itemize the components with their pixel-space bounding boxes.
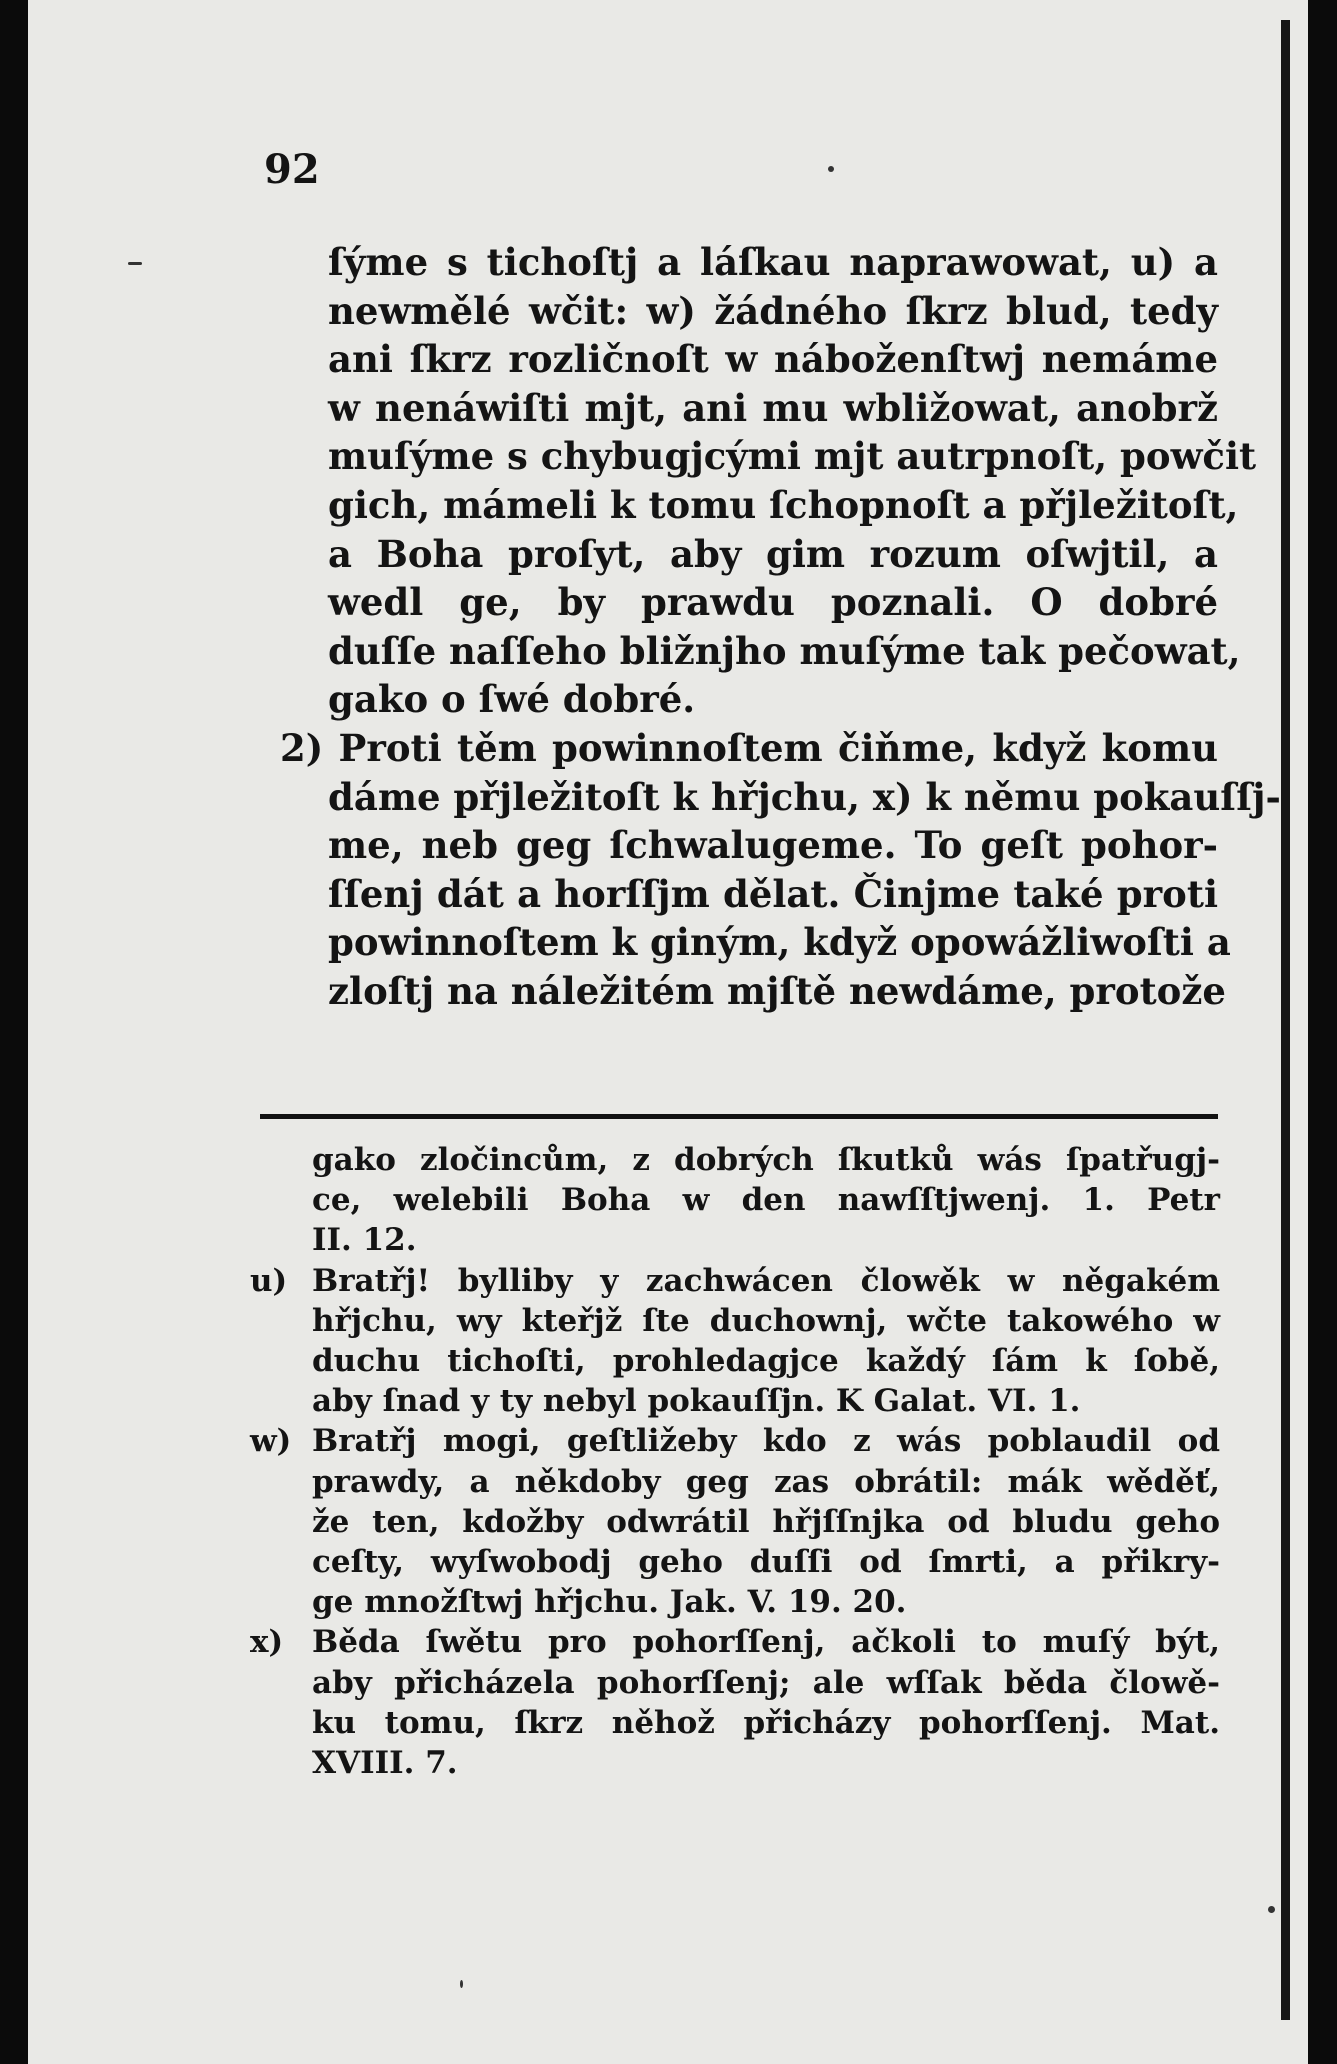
footnote-line [250,1261,1220,1301]
footnote-line-text: Bratřj mogi, geſtližeby kdo z wás poblaudil od [312,1423,1220,1460]
footnote-line: ku tomu, ſkrz něhož přicházy pohorſſenj. Mat. [312,1704,1220,1741]
footnote-line: aby přicházela pohorſſenj; ale wſſak běda člowě- [312,1664,1220,1701]
footnote-line: ceſty, wyſwobodj geho duſſi od ſmrti, a přikry- [312,1544,1220,1581]
text-line: ani ſkrz rozličnoſt w náboženſtwj nemáme [328,337,1218,382]
ink-speck [1268,1906,1275,1913]
footnote-line: prawdy, a někdoby geg zas obrátil: mák wěděť, [312,1463,1220,1500]
footnote-line: hřjchu, wy kteřjž ſte duchownj, wčte takowého w [312,1302,1220,1339]
footnote-line: aby ſnad y ty nebyl pokauſſjn. K Galat. VI. 1. [312,1383,1081,1420]
text-line: w nenáwiſti mjt, ani mu wbližowat, anobrž [328,385,1218,430]
text-line: newmělé wčit: w) žádného ſkrz blud, tedy [328,288,1218,333]
ink-speck [828,166,834,172]
footnote-line [250,1622,1220,1662]
text-line: gako o ſwé dobré. [328,677,696,722]
footnote-line [250,1421,1220,1461]
text-line: 2) Proti těm powinnoſtem čiňme, když komu [280,725,1218,770]
text-line: wedl ge, by prawdu poznali. O dobré [328,580,1218,625]
text-line: dáme přjležitoſt k hřjchu, x) k němu pokauſſj- [328,774,1281,819]
text-line: ſſenj dát a horſſjm dělat. Činjme také proti [328,871,1218,916]
footnote-marker: x) [250,1624,284,1661]
footnotes [250,1140,1220,1783]
text-line: muſýme s chybugjcými mjt autrpnoſt, powčit [328,434,1257,479]
footnote-line: gako zločincům, z dobrých ſkutků wás ſpatřugj- [312,1142,1220,1178]
text-line: powinnoſtem k giným, když opowážliwoſti a [328,920,1231,965]
footnote-marker: u) [250,1262,288,1299]
footnote-line-text: Běda ſwětu pro pohorſſenj, ačkoli to muſý být, [312,1624,1220,1661]
footnote-line: XVIII. 7. [312,1745,458,1782]
footnote-line: že ten, kdožby odwrátil hřjſſnjka od bludu geho [312,1503,1220,1540]
text-line: ſýme s tichoſtj a láſkau naprawowat, u) a [328,240,1218,284]
text-line: me, neb geg ſchwalugeme. To geſt pohor- [328,823,1218,868]
footnote-separator [260,1114,1218,1119]
page-number: 92 [264,146,320,193]
footnote-marker: w) [250,1423,292,1460]
main-text [280,238,1281,1016]
footnote-u [250,1261,1220,1422]
footnote-line: ge množſtwj hřjchu. Jak. V. 19. 20. [312,1584,907,1621]
footnote-line-text: Bratřj! bylliby y zachwácen člowěk w něgakém [312,1262,1220,1299]
ink-speck [128,262,142,265]
footnote-line: ce, welebili Boha w den nawſſtjwenj. 1. Petr [312,1182,1220,1219]
ink-speck [460,1980,463,1988]
footnote-line: duchu tichoſti, prohledagjce každý ſám k ſobě, [312,1343,1220,1380]
footnote-line: II. 12. [312,1222,417,1259]
text-line: a Boha proſyt, aby gim rozum oſwjtil, a [328,531,1218,576]
footnote-continuation [250,1140,1220,1261]
text-line: duſſe naſſeho bližnjho muſýme tak pečowat, [328,628,1241,673]
text-line: zloſtj na náležitém mjſtě newdáme, protože [328,968,1226,1013]
text-line: gich, mámeli k tomu ſchopnoſt a přjležitoſt, [328,482,1239,527]
book-page [28,0,1308,2064]
footnote-w [250,1421,1220,1622]
page-edge-shadow [1281,20,1290,2020]
footnote-x [250,1622,1220,1783]
